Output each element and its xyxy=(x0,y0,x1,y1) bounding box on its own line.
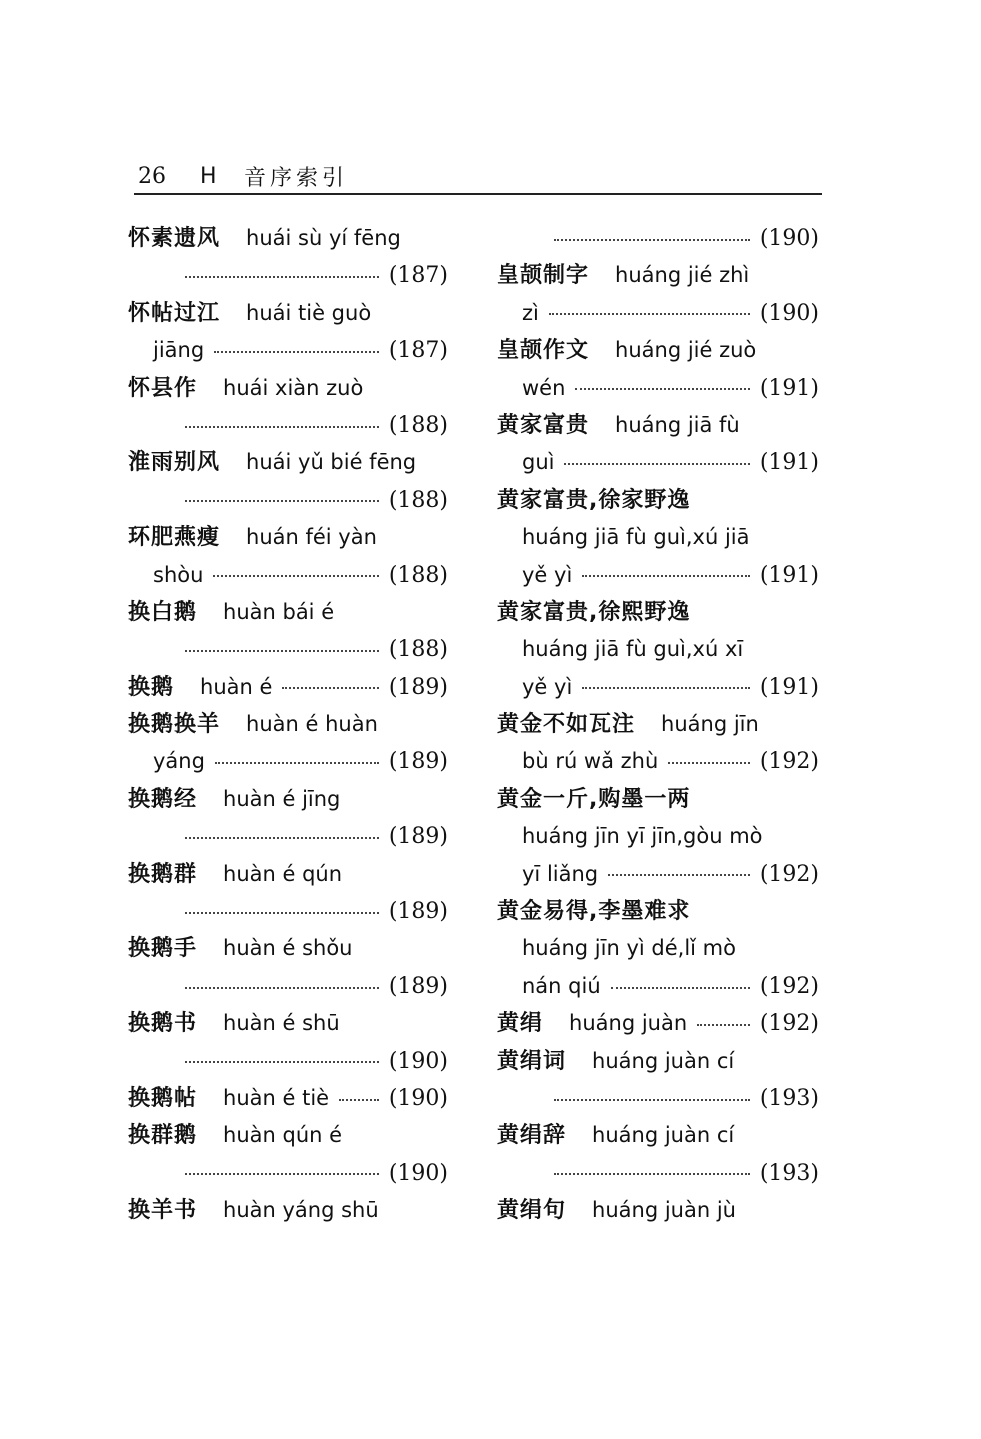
index-line xyxy=(497,519,819,556)
entry-term: 换鹅 xyxy=(128,674,175,700)
entry-term: 怀素遗风 xyxy=(128,226,221,251)
entry-pinyin: yī liǎng xyxy=(522,861,599,886)
entry-pinyin: huáng jiā fù guì,xú xī xyxy=(522,637,744,662)
page-reference: (189) xyxy=(388,824,448,850)
entry-pinyin: guì xyxy=(522,450,555,475)
entry-pinyin: huáng juàn jù xyxy=(592,1198,736,1223)
index-line xyxy=(497,781,819,818)
index-line xyxy=(128,1005,448,1042)
entry-term: 换群鹅 xyxy=(128,1123,198,1149)
entry-pinyin: huáng juàn cí xyxy=(592,1048,735,1073)
index-line xyxy=(128,930,448,967)
entry-pinyin: yě yì xyxy=(522,562,573,587)
section-letter: H xyxy=(200,163,217,189)
index-line xyxy=(497,407,819,444)
index-line xyxy=(497,706,819,743)
index-line xyxy=(497,669,819,706)
leader-dots xyxy=(185,274,379,278)
entry-term: 怀县作 xyxy=(128,375,198,401)
page-reference: (192) xyxy=(759,861,819,887)
entry-pinyin: huàn yáng shū xyxy=(223,1198,379,1223)
entry-term: 黄绢辞 xyxy=(497,1123,567,1149)
index-line xyxy=(128,332,448,369)
entry-term: 换鹅帖 xyxy=(128,1085,198,1111)
entry-term: 皇颉制字 xyxy=(497,263,590,289)
index-line xyxy=(497,1080,819,1117)
page-reference: (192) xyxy=(759,973,819,999)
index-line xyxy=(128,594,448,631)
index-line xyxy=(128,781,448,818)
index-line xyxy=(497,1155,819,1192)
index-line xyxy=(128,631,448,668)
leader-dots xyxy=(185,1171,379,1175)
entry-pinyin: huán féi yàn xyxy=(246,525,377,550)
entry-term: 黄金一斤,购墨一两 xyxy=(497,786,691,812)
index-line xyxy=(128,1192,448,1229)
entry-term: 黄绢句 xyxy=(497,1198,567,1224)
entry-pinyin: huái xiàn zuò xyxy=(223,375,364,400)
header-rule xyxy=(134,193,822,195)
leader-dots xyxy=(554,1097,750,1101)
index-line xyxy=(497,1192,819,1229)
leader-dots xyxy=(549,311,750,315)
entry-pinyin: huàn é huàn xyxy=(246,712,378,737)
page-reference: (193) xyxy=(759,1160,819,1186)
index-line xyxy=(128,519,448,556)
page-reference: (188) xyxy=(388,637,448,663)
index-line xyxy=(128,557,448,594)
page-reference: (191) xyxy=(759,674,819,700)
entry-term: 怀帖过江 xyxy=(128,300,221,326)
page-reference: (188) xyxy=(388,562,448,588)
entry-term: 黄家富贵 xyxy=(497,412,590,438)
entry-pinyin: huáng jīn xyxy=(661,712,759,737)
index-line xyxy=(497,295,819,332)
entry-pinyin: shòu xyxy=(153,562,204,587)
leader-dots xyxy=(185,835,379,839)
page-reference: (193) xyxy=(759,1085,819,1111)
entry-term: 黄金不如瓦注 xyxy=(497,712,636,738)
index-column-right xyxy=(497,220,819,1230)
index-line xyxy=(128,1155,448,1192)
page-number: 26 xyxy=(138,163,166,189)
leader-dots xyxy=(339,1097,379,1101)
page-reference: (190) xyxy=(388,1160,448,1186)
index-line xyxy=(497,370,819,407)
entry-term: 淮雨别风 xyxy=(128,450,221,476)
leader-dots xyxy=(282,685,378,689)
entry-pinyin: huái yǔ bié fēng xyxy=(246,450,417,475)
index-line xyxy=(128,818,448,855)
index-line xyxy=(497,557,819,594)
index-line xyxy=(497,1043,819,1080)
index-line xyxy=(497,1005,819,1042)
entry-pinyin: huáng jīn yī jīn,gòu mò xyxy=(522,824,763,849)
entry-pinyin: huáng jiā fù guì,xú jiā xyxy=(522,525,750,550)
entry-pinyin: huàn é shū xyxy=(223,1011,340,1036)
index-line xyxy=(128,295,448,332)
index-line xyxy=(497,482,819,519)
page-reference: (191) xyxy=(759,375,819,401)
leader-dots xyxy=(185,648,379,652)
entry-pinyin: nán qiú xyxy=(522,973,601,998)
leader-dots xyxy=(668,760,750,764)
entry-term: 换鹅群 xyxy=(128,861,198,887)
entry-term: 黄绢词 xyxy=(497,1048,567,1074)
entry-pinyin: huàn é tiè xyxy=(223,1085,330,1110)
index-line xyxy=(497,743,819,780)
index-line xyxy=(128,220,448,257)
index-line xyxy=(497,1117,819,1154)
index-column-left xyxy=(128,220,448,1230)
entry-pinyin: yáng xyxy=(153,749,205,774)
index-line xyxy=(128,1080,448,1117)
entry-term: 皇颉作文 xyxy=(497,338,590,364)
entry-pinyin: bù rú wǎ zhù xyxy=(522,749,659,774)
entry-pinyin: huàn qún é xyxy=(223,1123,343,1148)
entry-term: 黄金易得,李墨难求 xyxy=(497,899,691,925)
entry-pinyin: huáng juàn cí xyxy=(592,1123,735,1148)
entry-pinyin: huàn bái é xyxy=(223,599,335,624)
entry-term: 换鹅书 xyxy=(128,1011,198,1037)
entry-pinyin: huái tiè guò xyxy=(246,300,372,325)
leader-dots xyxy=(185,910,379,914)
index-line xyxy=(128,407,448,444)
index-line xyxy=(497,332,819,369)
leader-dots xyxy=(214,349,379,353)
entry-pinyin: jiāng xyxy=(153,338,205,363)
leader-dots xyxy=(554,1171,750,1175)
entry-pinyin: huáng jīn yì dé,lǐ mò xyxy=(522,936,736,961)
index-line xyxy=(128,444,448,481)
page-header xyxy=(138,158,822,194)
entry-term: 黄家富贵,徐熙野逸 xyxy=(497,599,691,625)
entry-pinyin: huáng jié zhì xyxy=(615,263,750,288)
index-line xyxy=(128,669,448,706)
index-line xyxy=(128,482,448,519)
entry-pinyin: zì xyxy=(522,300,539,325)
index-line xyxy=(497,893,819,930)
page-reference: (189) xyxy=(388,973,448,999)
page-reference: (191) xyxy=(759,450,819,476)
entry-pinyin: yě yì xyxy=(522,674,573,699)
index-line xyxy=(128,1117,448,1154)
index-line xyxy=(497,594,819,631)
leader-dots xyxy=(185,424,379,428)
leader-dots xyxy=(185,498,379,502)
leader-dots xyxy=(582,573,750,577)
page-reference: (191) xyxy=(759,562,819,588)
index-line xyxy=(497,444,819,481)
index-line xyxy=(128,257,448,294)
leader-dots xyxy=(611,985,750,989)
page-reference: (192) xyxy=(759,749,819,775)
entry-term: 黄家富贵,徐家野逸 xyxy=(497,487,691,513)
index-line xyxy=(128,743,448,780)
leader-dots xyxy=(185,985,379,989)
page-reference: (189) xyxy=(388,674,448,700)
entry-term: 环肥燕瘦 xyxy=(128,525,221,551)
index-line xyxy=(128,370,448,407)
leader-dots xyxy=(213,573,378,577)
leader-dots xyxy=(608,872,750,876)
index-line xyxy=(497,968,819,1005)
entry-pinyin: huái sù yí fēng xyxy=(246,226,401,250)
page-reference: (189) xyxy=(388,749,448,775)
page-reference: (190) xyxy=(759,226,819,251)
leader-dots xyxy=(575,386,749,390)
leader-dots xyxy=(564,461,749,465)
page-reference: (187) xyxy=(388,263,448,289)
entry-term: 换鹅换羊 xyxy=(128,712,221,738)
index-line xyxy=(497,818,819,855)
entry-pinyin: huáng jié zuò xyxy=(615,338,757,363)
index-line xyxy=(497,631,819,668)
index-line xyxy=(497,930,819,967)
page-reference: (188) xyxy=(388,412,448,438)
index-line xyxy=(497,257,819,294)
entry-pinyin: huàn é jīng xyxy=(223,786,341,811)
page-reference: (190) xyxy=(388,1085,448,1111)
index-line xyxy=(128,1043,448,1080)
page-reference: (188) xyxy=(388,487,448,513)
entry-pinyin: huàn é qún xyxy=(223,861,343,886)
entry-term: 换白鹅 xyxy=(128,599,198,625)
leader-dots xyxy=(582,685,750,689)
index-line xyxy=(497,220,819,257)
page-reference: (189) xyxy=(388,899,448,925)
entry-pinyin: wén xyxy=(522,375,566,400)
leader-dots xyxy=(215,760,379,764)
entry-term: 换鹅手 xyxy=(128,936,198,962)
entry-pinyin: huáng jiā fù xyxy=(615,412,740,437)
page-reference: (190) xyxy=(388,1048,448,1074)
index-line xyxy=(128,893,448,930)
entry-pinyin: huàn é xyxy=(200,674,273,699)
entry-term: 黄绢 xyxy=(497,1011,544,1037)
page-reference: (187) xyxy=(388,338,448,364)
page-reference: (190) xyxy=(759,300,819,326)
entry-pinyin: huáng juàn xyxy=(569,1011,688,1036)
index-line xyxy=(497,856,819,893)
entry-term: 换羊书 xyxy=(128,1198,198,1224)
leader-dots xyxy=(697,1022,750,1026)
page-reference: (192) xyxy=(759,1011,819,1037)
index-line xyxy=(128,968,448,1005)
index-line xyxy=(128,706,448,743)
index-line xyxy=(128,856,448,893)
leader-dots xyxy=(554,237,750,241)
section-title: 音序索引 xyxy=(244,165,349,191)
leader-dots xyxy=(185,1059,379,1063)
entry-term: 换鹅经 xyxy=(128,786,198,812)
entry-pinyin: huàn é shǒu xyxy=(223,936,353,961)
